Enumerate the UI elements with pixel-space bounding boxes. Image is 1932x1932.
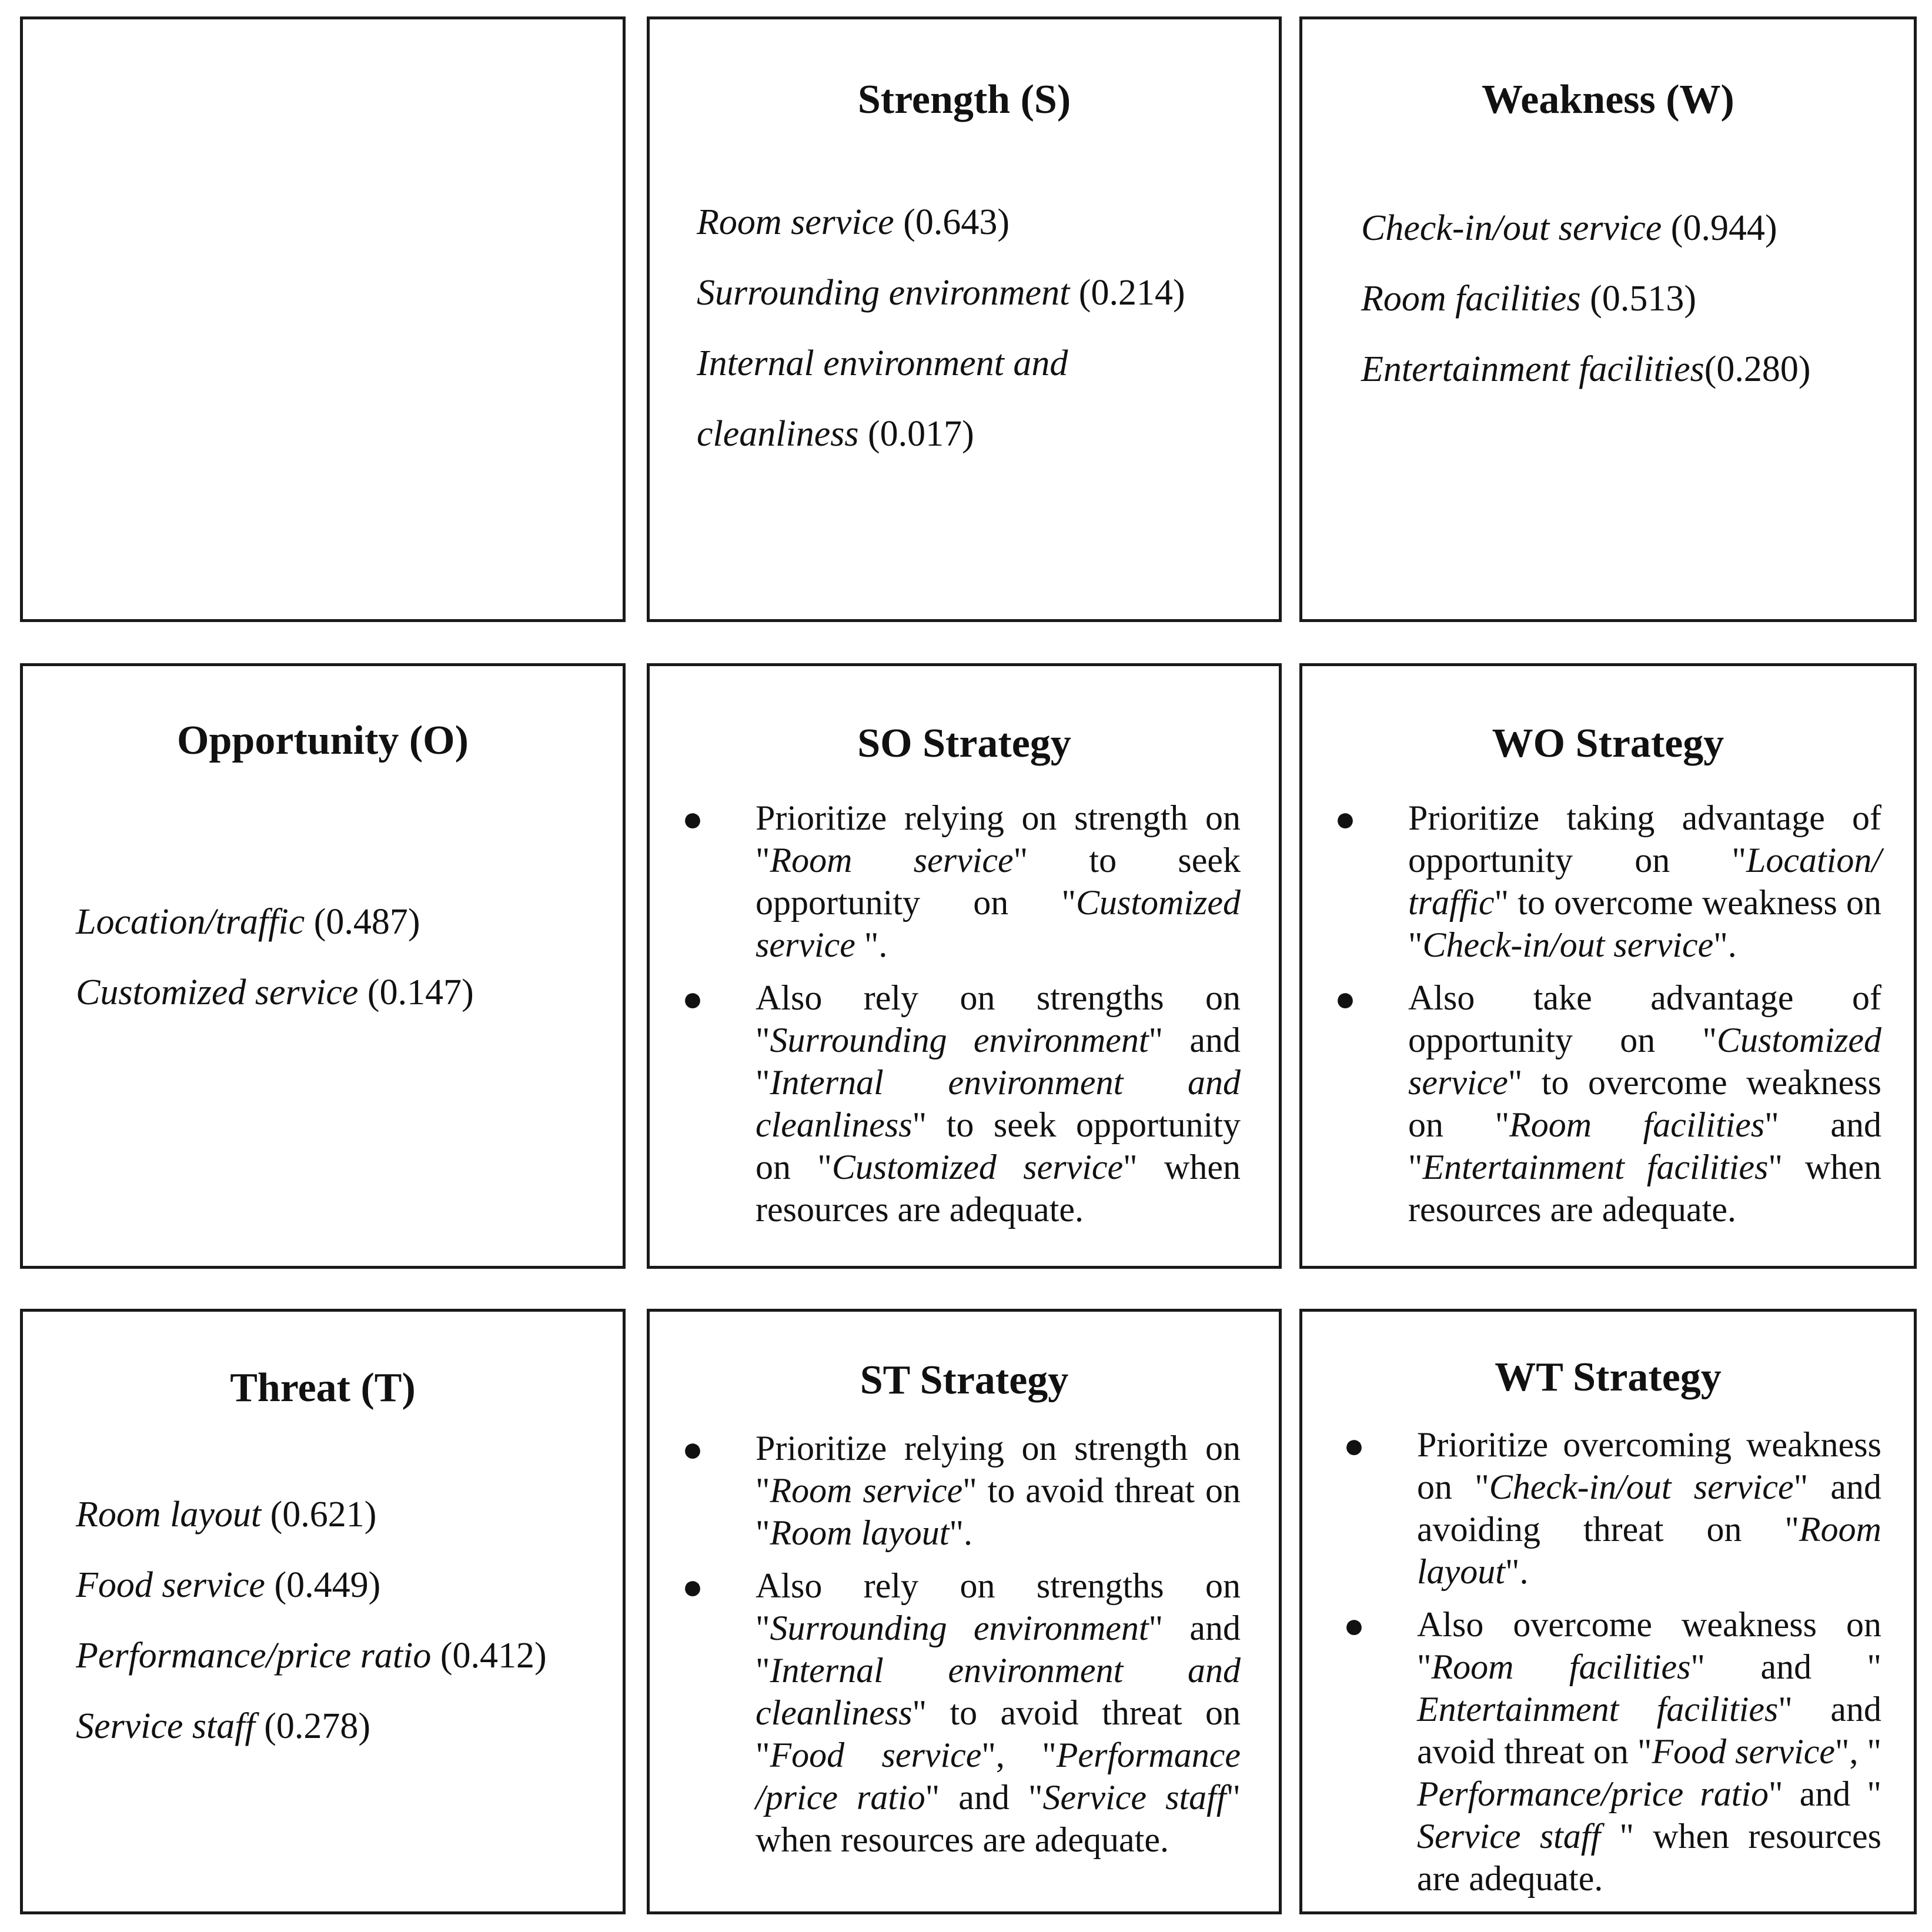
bullet-text-segment: " to avoid threat on " [756,1693,1241,1774]
so-strategy-cell [647,663,1282,1269]
bullet-text-segment: " when resources are adequate. [1408,1148,1882,1229]
factor-reference: Location/ traffic [1408,841,1881,922]
opportunity-factor: Location/traffic (0.487) [76,902,420,942]
strength-factor: Internal environment and cleanliness (0.017) [697,343,1068,454]
bullet-text-segment: Also rely on strengths on " [756,978,1241,1059]
bullet-text-segment: " and avoid threat on " [1417,1690,1881,1771]
weakness-factor: Entertainment facilities(0.280) [1361,349,1811,389]
st-strategy-list [670,1427,1241,1871]
bullet-dot-icon: ● [681,1567,704,1606]
strategy-bullet-item [1323,977,1881,1231]
strategy-bullet-text [1408,977,1881,1231]
factor-reference: Room facilities [1509,1105,1765,1144]
st-strategy-title: ST Strategy [860,1358,1069,1403]
weakness-factor: Check-in/out service (0.944) [1361,208,1777,248]
threat-cell [20,1309,626,1914]
factor-reference: Entertainment facilities [1417,1690,1779,1729]
bullet-text-segment: " to seek opportunity on " [756,1105,1241,1186]
opportunity-factor: Customized service (0.147) [76,972,474,1012]
threat-factor: Service staff (0.278) [76,1706,371,1746]
threat-factor-list [76,1479,547,1761]
strategy-bullet-text [756,1565,1241,1861]
strategy-bullet-text [1417,1423,1881,1593]
strategy-bullet-item [670,977,1241,1231]
bullet-text-segment: Also take advantage of opportunity on " [1408,978,1881,1059]
bullet-text-segment: ". [855,925,888,964]
strength-title: Strength (S) [857,77,1071,122]
factor-reference: Performance /price ratio [756,1736,1241,1817]
strength-factor: Surrounding environment (0.214) [697,273,1185,313]
bullet-text-segment: " to avoid threat on " [756,1471,1241,1552]
bullet-text-segment: ", " [1835,1732,1882,1771]
bullet-text-segment: " when resources are adequate. [756,1148,1241,1229]
bullet-text-segment: " when resources are adequate. [756,1778,1241,1859]
opportunity-factor-list [76,887,474,1028]
threat-factor: Room layout (0.621) [76,1495,377,1535]
wt-strategy-title: WT Strategy [1495,1355,1722,1400]
factor-reference: Surrounding environment [770,1021,1149,1059]
strategy-bullet-text [756,797,1241,966]
weakness-factor: Room facilities (0.513) [1361,279,1696,319]
bullet-text-segment: Also overcome weakness on " [1417,1605,1881,1686]
weakness-title: Weakness (W) [1482,77,1734,122]
strategy-bullet-item [670,1565,1241,1861]
bullet-text-segment: ". [949,1513,972,1552]
threat-factor: Food service (0.449) [76,1565,381,1605]
wt-strategy-list [1332,1423,1881,1910]
bullet-text-segment: Also rely on strengths on " [756,1566,1241,1647]
bullet-text-segment: Prioritize taking advantage of opportunity on " [1408,798,1881,880]
factor-reference: Surrounding environment [770,1609,1149,1647]
wt-strategy-cell [1299,1309,1917,1914]
so-strategy-list [670,797,1241,1241]
weakness-factor-list [1361,193,1811,405]
strategy-bullet-text [756,1427,1241,1554]
bullet-text-segment: " and " [1690,1647,1881,1686]
weakness-cell [1299,16,1917,622]
st-strategy-cell [647,1309,1282,1914]
factor-reference: Service staff [1417,1817,1601,1856]
threat-factor: Performance/price ratio (0.412) [76,1636,547,1676]
factor-reference: Check-in/out service [1489,1468,1794,1506]
strategy-bullet-item [670,1427,1241,1554]
bullet-text-segment: ". [1713,925,1737,964]
bullet-text-segment: " and " [756,1021,1241,1102]
bullet-text-segment: " and " [925,1778,1043,1817]
strategy-bullet-item [670,797,1241,966]
bullet-text-segment: ", " [981,1736,1057,1774]
factor-reference: Room layout [770,1513,950,1552]
bullet-text-segment: Prioritize relying on strength on " [756,798,1241,880]
strategy-bullet-item [1332,1603,1881,1900]
bullet-text-segment: " and " [1408,1105,1881,1186]
wo-strategy-list [1323,797,1881,1241]
bullet-dot-icon: ● [1343,1606,1365,1645]
bullet-text-segment: " to overcome weakness on " [1408,1063,1881,1144]
factor-reference: Entertainment facilities [1422,1148,1769,1186]
bullet-dot-icon: ● [681,1430,704,1469]
bullet-text-segment: " to seek opportunity on " [756,841,1241,922]
bullet-dot-icon: ● [1343,1426,1365,1465]
bullet-dot-icon: ● [681,980,704,1018]
strategy-bullet-text [1408,797,1881,966]
factor-reference: Food service [1652,1732,1835,1771]
factor-reference: Room service [770,841,1014,880]
bullet-text-segment: " and " [756,1609,1241,1690]
strategy-bullet-item [1332,1423,1881,1593]
bullet-dot-icon: ● [681,800,704,838]
factor-reference: Check-in/out service [1422,925,1714,964]
bullet-text-segment: " when resources are adequate. [1417,1817,1881,1898]
bullet-text-segment: Prioritize overcoming weakness on " [1417,1425,1881,1506]
opportunity-title: Opportunity (O) [177,718,469,763]
opportunity-cell [20,663,626,1269]
factor-reference: Room layout [1417,1510,1881,1591]
bullet-text-segment: Prioritize relying on strength on " [756,1429,1241,1510]
strength-factor: Room service (0.643) [697,202,1010,242]
bullet-dot-icon: ● [1334,800,1356,838]
factor-reference: Room facilities [1431,1647,1691,1686]
wo-strategy-title: WO Strategy [1492,721,1724,766]
strategy-bullet-item [1323,797,1881,966]
strength-cell [647,16,1282,622]
strength-factor-list [697,187,1261,469]
strategy-bullet-text [756,977,1241,1231]
factor-reference: Performance/price ratio [1417,1774,1769,1813]
factor-reference: Internal environment and cleanliness [756,1651,1241,1732]
empty-corner-cell [20,16,626,622]
factor-reference: Customized service [831,1148,1124,1186]
so-strategy-title: SO Strategy [857,721,1071,766]
factor-reference: Customized service [756,883,1241,964]
bullet-text-segment: " to overcome weakness on " [1408,883,1881,964]
bullet-dot-icon: ● [1334,980,1356,1018]
factor-reference: Service staff [1042,1778,1226,1817]
factor-reference: Internal environment and cleanliness [756,1063,1241,1144]
factor-reference: Room service [770,1471,963,1510]
threat-title: Threat (T) [230,1365,416,1410]
strategy-bullet-text [1417,1603,1881,1900]
bullet-text-segment: " and avoiding threat on " [1417,1468,1882,1549]
factor-reference: Food service [770,1736,982,1774]
bullet-text-segment: " and " [1769,1774,1881,1813]
factor-reference: Customized service [1408,1021,1881,1102]
wo-strategy-cell [1299,663,1917,1269]
bullet-text-segment: ". [1505,1552,1529,1591]
